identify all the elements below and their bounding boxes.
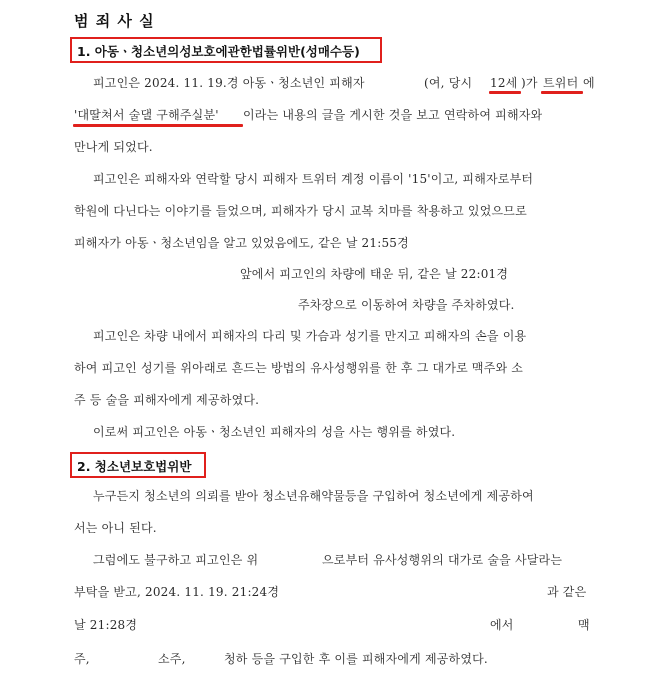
- s2-p1-line2: 서는 아니 된다.: [74, 521, 157, 535]
- s2-p2-line4-b: 소주,: [158, 652, 186, 666]
- p1-twitter: 트위터: [543, 76, 579, 90]
- p3-line1: 피고인은 차량 내에서 피해자의 다리 및 가슴과 성기를 만지고 피해자의 손을 이용: [93, 329, 527, 343]
- twitter-underline: [541, 91, 583, 94]
- s2-p2-line3-c: 맥: [578, 618, 590, 632]
- s2-p2-line2-b: 과 같은: [547, 585, 587, 599]
- p1-line3: 만나게 되었다.: [74, 140, 153, 154]
- s2-p1-line1: 누구든지 청소년의 의뢰를 받아 청소년유해약물등을 구입하여 청소년에게 제공하여: [93, 489, 534, 503]
- age-underline: [489, 91, 521, 94]
- s2-p2-line4-c: 청하 등을 구입한 후 이를 피해자에게 제공하였다.: [224, 652, 488, 666]
- p1-line1-c: )가: [521, 76, 538, 90]
- p1-line1-b: (여, 당시: [424, 76, 473, 90]
- s2-p2-line3-a: 날 21:28경: [74, 618, 138, 632]
- p3-line2: 하여 피고인 성기를 위아래로 흔드는 방법의 유사성행위를 한 후 그 대가로 맥주와 소: [74, 361, 524, 375]
- s2-p2-line1-a: 그럼에도 불구하고 피고인은 위: [93, 553, 259, 567]
- document-title: 범 죄 사 실: [74, 12, 155, 30]
- p3-line3: 주 등 술을 피해자에게 제공하였다.: [74, 393, 260, 407]
- s2-p2-line2-a: 부탁을 받고, 2024. 11. 19. 21:24경: [74, 585, 280, 599]
- s2-p2-line4-a: 주,: [74, 652, 90, 666]
- p2-line5: 주차장으로 이동하여 차량을 주차하였다.: [298, 298, 515, 312]
- p2-line2: 학원에 다닌다는 이야기를 들었으며, 피해자가 당시 교복 치마를 착용하고 있었으므로: [74, 204, 527, 218]
- p2-line1: 피고인은 피해자와 연락할 당시 피해자 트위터 계정 이름이 '15'이고, 피해자로부터: [93, 172, 534, 186]
- p1-age: 12세: [490, 76, 518, 90]
- p2-line3: 피해자가 아동ㆍ청소년임을 알고 있었음에도, 같은 날 21:55경: [74, 236, 409, 250]
- p4-line1: 이로써 피고인은 아동ㆍ청소년인 피해자의 성을 사는 행위를 하였다.: [93, 425, 456, 439]
- s2-p2-line1-b: 으로부터 유사성행위의 대가로 술을 사달라는: [322, 553, 563, 567]
- p1-line1-d: 에: [583, 76, 595, 90]
- section2-heading: 2. 청소년보호법위반: [77, 459, 192, 474]
- p2-line4: 앞에서 피고인의 차량에 태운 뒤, 같은 날 22:01경: [240, 267, 509, 281]
- section1-heading: 1. 아동ㆍ청소년의성보호에관한법률위반(성매수등): [77, 44, 360, 59]
- s2-p2-line3-b: 에서: [490, 618, 514, 632]
- p1-line2-rest: 이라는 내용의 글을 게시한 것을 보고 연락하여 피해자와: [243, 108, 543, 122]
- p1-quote: '대딸쳐서 술댈 구해주실분': [74, 108, 219, 122]
- quote-underline: [73, 124, 243, 127]
- p1-line1-a: 피고인은 2024. 11. 19.경 아동ㆍ청소년인 피해자: [93, 76, 365, 90]
